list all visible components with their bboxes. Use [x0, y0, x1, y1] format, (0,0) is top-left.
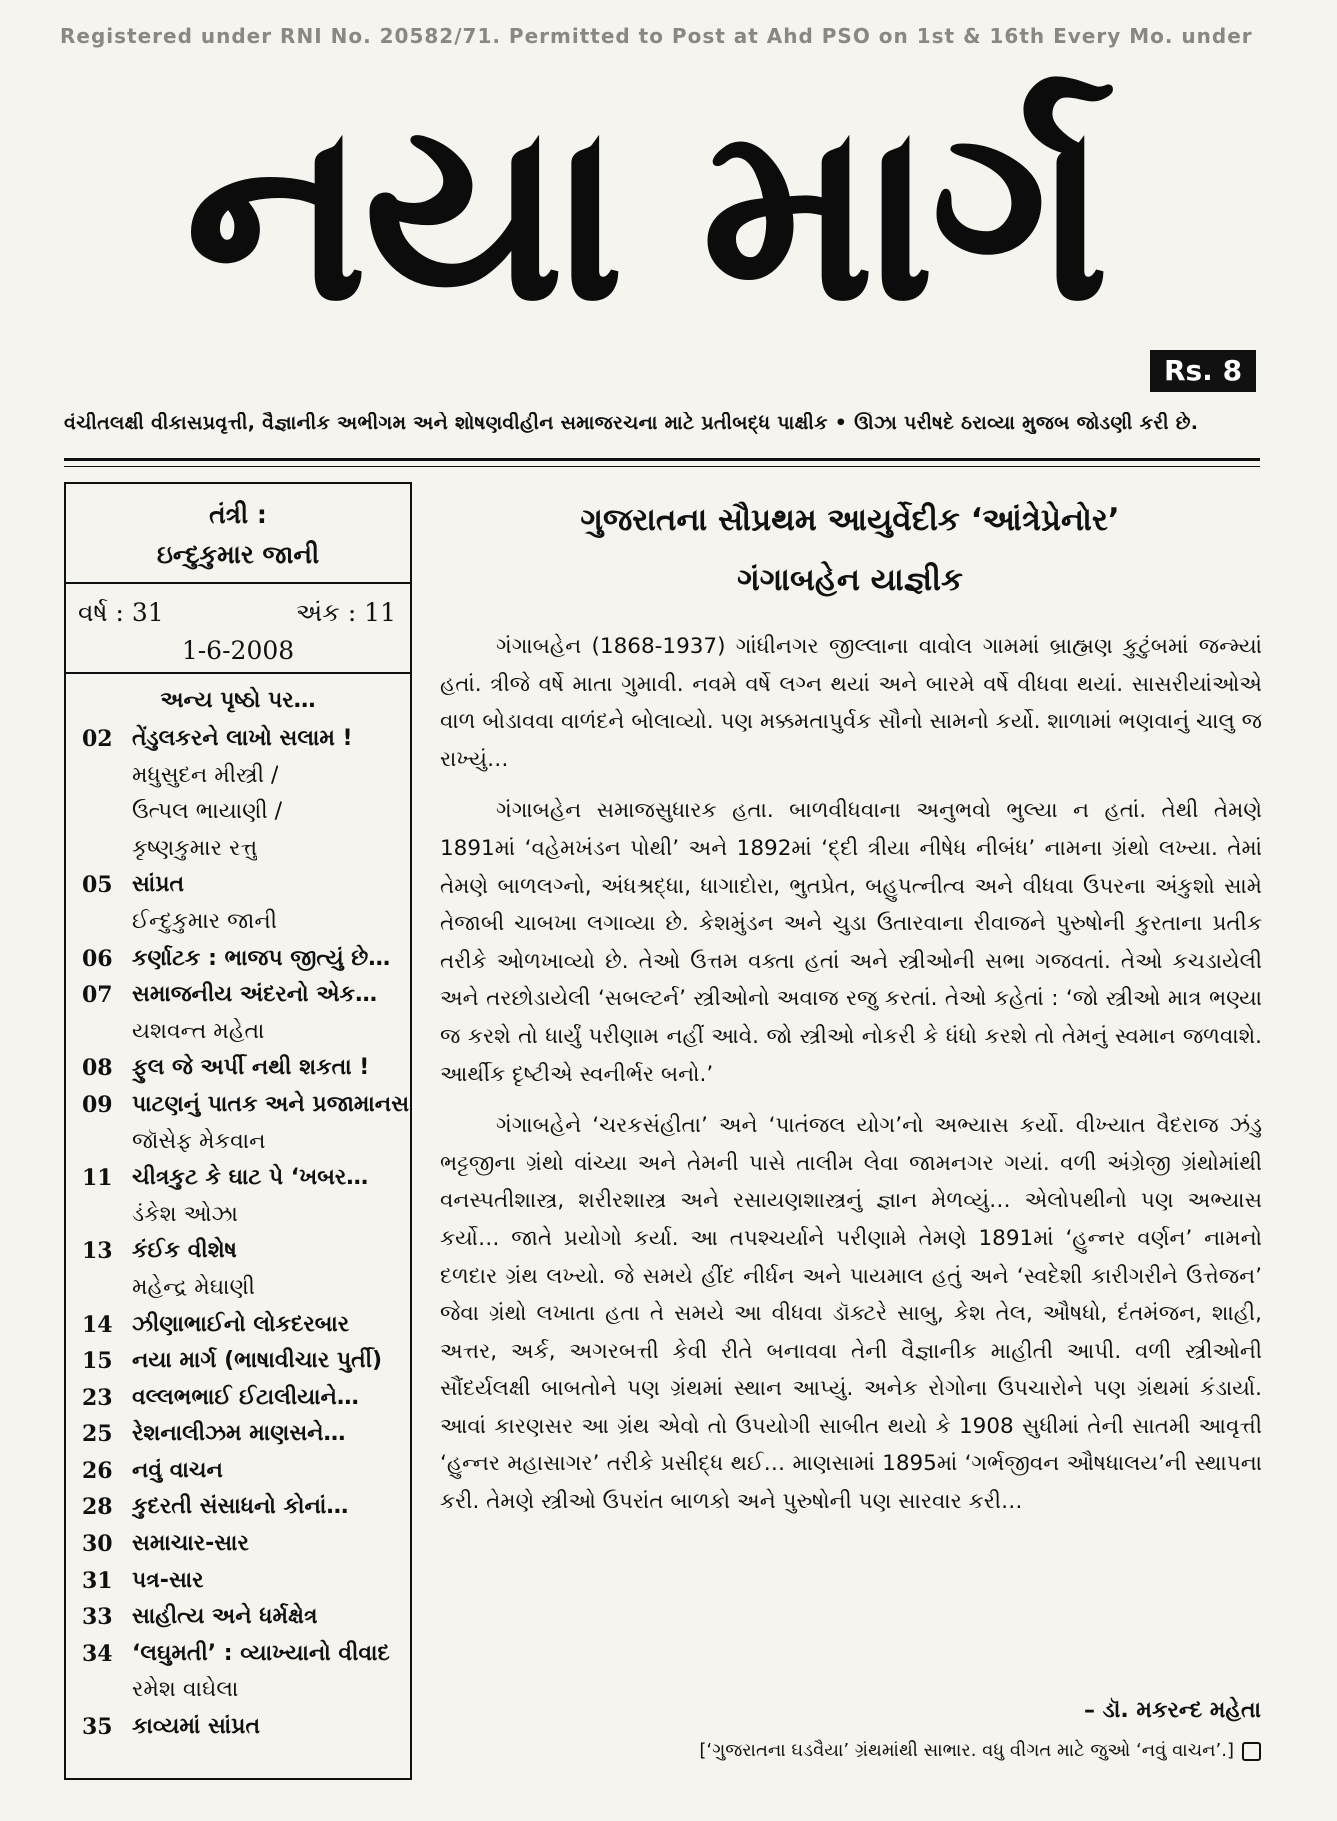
toc-title: કંઈક વીશેષ [132, 1238, 237, 1264]
toc-page-number: 28 [82, 1494, 113, 1521]
toc-item [82, 1416, 410, 1453]
toc-title: તેંડુલકરને લાખો સલામ ! [132, 726, 353, 751]
headline-line-2: ગંગાબહેન યાજ્ઞીક [737, 562, 963, 598]
toc-page-number: 02 [82, 726, 113, 752]
toc-page-number: 15 [82, 1348, 113, 1375]
editor-box [66, 484, 410, 584]
issue-year: વર્ષ : 31 [78, 598, 164, 627]
end-mark-icon [1242, 1742, 1261, 1761]
issue-date: 1-6-2008 [181, 636, 295, 665]
toc-page-number: 07 [82, 982, 113, 1009]
toc-item [82, 794, 410, 831]
editor-name: ઇન્દુકુમાર જાની [156, 540, 320, 569]
table-of-contents [66, 721, 410, 1746]
source-note [699, 1740, 1261, 1761]
toc-title: વલ્લભભાઈ ઈટાલીયાને… [132, 1384, 359, 1410]
toc-page-number: 23 [82, 1384, 113, 1411]
headline-line-1: ગુજરાતના સૌપ્રથમ આયુર્વેદીક ‘આંત્રેપ્રેનોર’ [580, 502, 1120, 538]
toc-author: ઈન્દુકુમાર જાની [132, 908, 277, 934]
article-byline: – ડૉ. મકરન્દ મહેતા [1084, 1698, 1261, 1723]
toc-item [82, 1489, 410, 1526]
toc-page-number: 34 [82, 1640, 113, 1667]
toc-item [82, 1270, 410, 1307]
toc-item [82, 1526, 410, 1563]
source-text: [‘ગુજરાતના ઘડવૈયા’ ગ્રંથમાંથી સાભાર. વધુ વીગત માટે જુઓ ‘નવું વાચન’.] [699, 1740, 1234, 1761]
toc-title: રેશનાલીઝમ માણસને… [132, 1421, 346, 1447]
toc-item [82, 1087, 410, 1124]
toc-item [82, 941, 410, 978]
toc-item [82, 1307, 410, 1344]
toc-author: ડંકેશ ઓઝા [132, 1201, 238, 1227]
toc-title: સાહીત્ય અને ધર્મક્ષેત્ર [132, 1604, 318, 1630]
toc-page-number: 08 [82, 1055, 113, 1082]
toc-item [82, 977, 410, 1014]
toc-page-number: 06 [82, 945, 113, 972]
header-divider-thin [64, 466, 1260, 467]
toc-page-number [82, 1270, 132, 1307]
toc-page-number [82, 904, 132, 941]
toc-page-number [82, 831, 132, 868]
issue-number: અંક : 11 [295, 598, 396, 627]
toc-item [82, 1599, 410, 1636]
toc-page-number [82, 1124, 132, 1161]
toc-author: જૉસેફ મેકવાન [132, 1128, 266, 1154]
toc-item [82, 1233, 410, 1270]
issue-box [66, 584, 410, 674]
header-divider [64, 458, 1260, 461]
editor-label: તંત્રી : [209, 500, 267, 529]
toc-item [82, 1343, 410, 1380]
toc-title: ઝીણાભાઈનો લોકદરબાર [132, 1311, 350, 1337]
toc-page-number: 13 [82, 1238, 113, 1265]
toc-title: ચીત્રકુટ કે ઘાટ પે ‘ખબર… [132, 1165, 369, 1191]
masthead-title: નયા માર્ગ [185, 70, 1106, 355]
toc-page-number [82, 758, 132, 795]
article-body [440, 628, 1262, 1535]
toc-title: નયા માર્ગ (ભાષાવીચાર પુર્તી) [132, 1348, 383, 1374]
toc-item [82, 1453, 410, 1490]
toc-item [82, 867, 410, 904]
toc-title: કુદરતી સંસાધનો કોનાં… [132, 1494, 349, 1520]
registration-line: Registered under RNI No. 20582/71. Permitted to Post at Ahd PSO on 1st & 16th Every Mo. under [60, 24, 1253, 48]
toc-page-number: 05 [82, 872, 113, 899]
toc-title: સાંપ્રત [132, 872, 185, 898]
toc-page-number: 11 [82, 1165, 113, 1192]
toc-item [82, 1160, 410, 1197]
toc-title: પાટણનું પાતક અને પ્રજામાનસ [132, 1091, 410, 1117]
toc-title: કર્ણાટક : ભાજપ જીત્યું છે… [132, 945, 391, 971]
article-paragraph: ગંગાબહેને ‘ચરકસંહીતા’ અને ‘પાતંજલ યોગ’નો અભ્યાસ કર્યો. વીખ્યાત વૈદરાજ ઝંડુ ભટ્ટજીના ગ્રંથો વાંચ્યા અને તેમની પાસે તાલીમ લેવા જામનગર ગયાં. વળી અંગ્રેજી ગ્રંથોમાંથી વનસ્પતીશાસ્ત્ર, શરીરશાસ્ત્ર અને રસાયણશાસ્ત્રનું જ્ઞાન મેળવ્યું… એલોપથીનો પણ અભ્યાસ કર્યો… જાતે પ્રયોગો કર્યા. આ તપશ્ચર્યાને પરીણામે તેમણે 1891માં ‘હુન્નર વર્ણન’ નામનો દળદાર ગ્રંથ લખ્યો. જે સમયે હીંદ નીર્ધન અને પાયમાલ હતું અને ‘સ્વદેશી કારીગરીને ઉત્તેજન’ જેવા ગ્રંથો લખાતા હતા તે સમયે આ વીધવા ડૉક્ટરે સાબુ, કેશ તેલ, ઔષધો, દંતમંજન, શાહી, અત્તર, અર્ક, અગરબત્તી કેવી રીતે બનાવવા તેની વૈજ્ઞાનીક માહીતી આપી. વળી સ્ત્રીઓની સૌંદર્યલક્ષી બાબતોને પણ ગ્રંથમાં સ્થાન આપ્યું. અનેક રોગોના ઉપચારોને પણ ગ્રંથમાં કંડાર્યા. આવાં કારણસર આ ગ્રંથ એવો તો ઉપયોગી સાબીત થયો કે 1908 સુધીમાં તેની સાતમી આવૃત્તી ‘હુન્નર મહાસાગર’ તરીકે પ્રસીદ્ધ થઈ… માણસામાં 1895માં ‘ગર્ભજીવન ઔષધાલય’ની સ્થાપના કરી. તેમણે સ્ત્રીઓ ઉપરાંત બાળકો અને પુરુષોની પણ સારવાર કરી… [440, 1113, 1262, 1515]
toc-item [82, 1050, 410, 1087]
toc-page-number [82, 1672, 132, 1709]
toc-item [82, 1014, 410, 1051]
toc-item [82, 904, 410, 941]
toc-author: રમેશ વાઘેલા [132, 1677, 239, 1703]
toc-page-number: 14 [82, 1311, 113, 1338]
toc-page-number: 25 [82, 1421, 113, 1448]
toc-item [82, 1124, 410, 1161]
toc-item [82, 721, 410, 758]
toc-item [82, 831, 410, 868]
toc-page-number [82, 1197, 132, 1234]
toc-title: ફુલ જે અર્પી નથી શકતા ! [132, 1055, 370, 1081]
toc-item [82, 1563, 410, 1600]
toc-item [82, 1636, 410, 1673]
toc-author: યશવન્ત મહેતા [132, 1018, 265, 1044]
toc-heading: અન્ય પૃષ્ઠો પર… [160, 688, 316, 713]
toc-page-number [82, 1014, 132, 1051]
toc-page-number: 30 [82, 1531, 113, 1558]
toc-title: સમાજનીય અંદરનો એક… [132, 982, 378, 1008]
toc-page-number: 33 [82, 1604, 113, 1631]
toc-author: મહેન્દ્ર મેઘાણી [132, 1274, 255, 1300]
toc-author: મધુસુદન મીસ્ત્રી / [132, 762, 279, 788]
toc-title: પત્ર-સાર [132, 1567, 204, 1593]
toc-author: ઉત્પલ ભાયાણી / [132, 799, 283, 825]
toc-page-number: 35 [82, 1714, 113, 1741]
price-badge: Rs. 8 [1150, 350, 1256, 392]
article-paragraph: ગંગાબહેન (1868-1937) ગાંધીનગર જીલ્લાના વાવોલ ગામમાં બ્રાહ્મણ કુટુંબમાં જન્મ્યાં હતાં. ત્રીજે વર્ષે માતા ગુમાવી. નવમે વર્ષે લગ્ન થયાં અને બારમે વર્ષે વીધવા થયાં. સાસરીયાંઓએ વાળ બોડાવવા વાળંદને બોલાવ્યો. પણ મક્કમતાપુર્વક સૌનો સામનો કર્યો. શાળામાં ભણવાનું ચાલુ જ રાખ્યું… [440, 634, 1262, 772]
toc-item [82, 1672, 410, 1709]
toc-title: કાવ્યમાં સાંપ્રત [132, 1714, 261, 1740]
toc-item [82, 1709, 410, 1746]
article-headline [440, 490, 1260, 610]
toc-title: નવું વાચન [132, 1457, 223, 1483]
toc-page-number: 26 [82, 1457, 113, 1484]
toc-title: ‘લઘુમતી’ : વ્યાખ્યાનો વીવાદ [132, 1640, 390, 1666]
toc-item [82, 758, 410, 795]
toc-page-number: 09 [82, 1091, 113, 1118]
toc-item [82, 1197, 410, 1234]
sidebar [64, 482, 412, 1780]
tagline: વંચીતલક્ષી વીકાસપ્રવૃત્તી, વૈજ્ઞાનીક અભીગમ અને શોષણવીહીન સમાજરચના માટે પ્રતીબદ્ધ પાક્ષીક • ઊંઝા પરીષદે ઠરાવ્યા મુજબ જોડણી કરી છે. [64, 412, 1199, 434]
toc-page-number: 31 [82, 1567, 113, 1594]
toc-page-number [82, 794, 132, 831]
article-paragraph: ગંગાબહેન સમાજસુધારક હતા. બાળવીધવાના અનુભવો ભુલ્યા ન હતાં. તેથી તેમણે 1891માં ‘વહેમખંડન પોથી’ અને 1892માં ‘દ્દી ત્રીયા નીષેધ નીબંધ’ નામના ગ્રંથો લખ્યા. તેમાં તેમણે બાળલગ્નો, અંધશ્રદ્ધા, ધાગાદોરા, ભુતપ્રેત, બહુપત્નીત્વ અને વીધવા ઉપરના અંકુશો સામે તેજાબી ચાબખા લગાવ્યા છે. કેશમુંડન અને ચુડા ઉતારવાના રીવાજને પુરુષોની કુરતાના પ્રતીક તરીકે ઓળખાવ્યો છે. તેઓ ઉત્તમ વક્તા હતાં અને સ્ત્રીઓની સભા ગજવતાં. તેઓ કચડાયેલી અને તરછોડાયેલી ‘સબલ્ટર્ન’ સ્ત્રીઓનો અવાજ રજુ કરતાં. તેઓ કહેતાં : ‘જો સ્ત્રીઓ માત્ર ભણ્યા જ કરશે તો ધાર્યું પરીણામ નહીં આવે. જો સ્ત્રીઓ નોકરી કે ધંધો કરશે તો તેમનું સ્વમાન જળવાશે. આર્થીક દૃષ્ટીએ સ્વનીર્ભર બનો.’ [440, 798, 1262, 1087]
toc-item [82, 1380, 410, 1417]
toc-author: કૃષ્ણકુમાર રત્તુ [132, 835, 258, 861]
toc-title: સમાચાર-સાર [132, 1531, 249, 1557]
